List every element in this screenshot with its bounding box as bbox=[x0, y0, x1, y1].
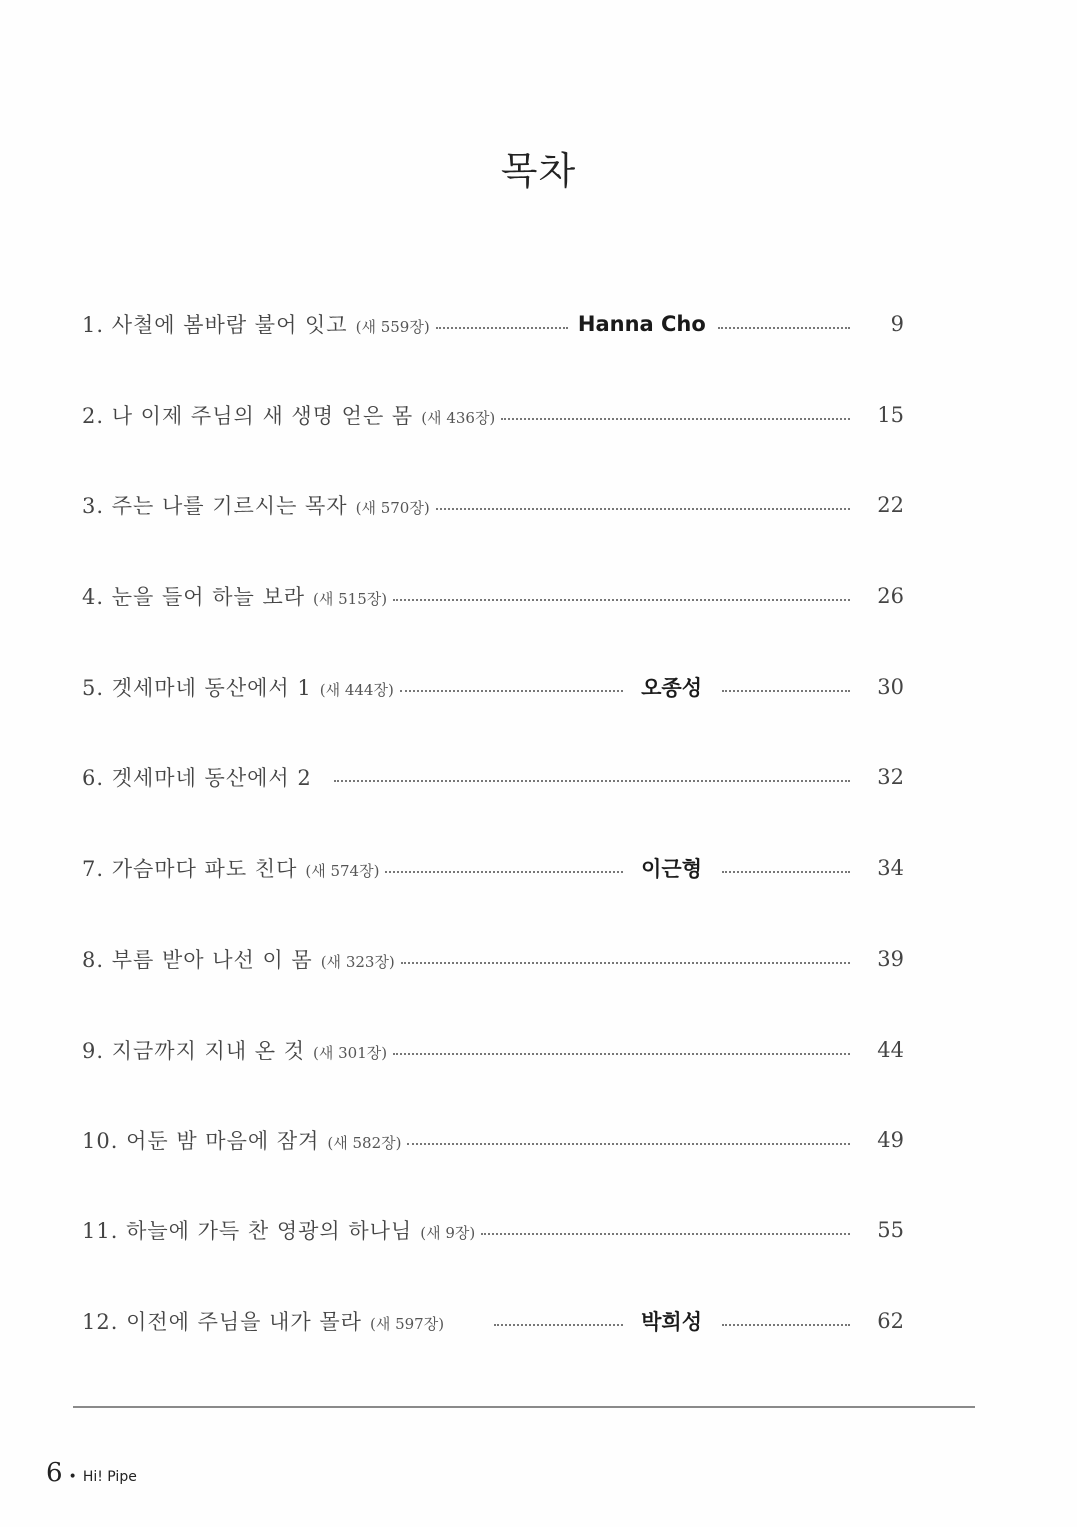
toc-entry[interactable] bbox=[82, 927, 904, 991]
entry-title: 9. 지금까지 지내 온 것 bbox=[82, 1039, 306, 1063]
entry-page: 34 bbox=[877, 856, 904, 880]
entry-page: 44 bbox=[877, 1038, 904, 1062]
toc-entry[interactable] bbox=[82, 383, 904, 447]
entry-author: Hanna Cho bbox=[577, 312, 706, 336]
entry-page: 49 bbox=[877, 1128, 904, 1152]
leader-dots bbox=[400, 690, 623, 692]
toc-entry[interactable] bbox=[82, 745, 904, 809]
entry-author: 오종성 bbox=[641, 676, 702, 700]
entry-page: 9 bbox=[890, 312, 904, 336]
hymn-number: (새 301장) bbox=[313, 1044, 388, 1062]
entry-page: 55 bbox=[877, 1218, 904, 1242]
toc-entry[interactable] bbox=[82, 836, 904, 900]
leader-dots bbox=[401, 962, 850, 964]
leader-dots bbox=[393, 1053, 850, 1055]
entry-page: 15 bbox=[877, 403, 904, 427]
hymn-number: (새 515장) bbox=[313, 590, 388, 608]
entry-title: 11. 하늘에 가득 찬 영광의 하나님 bbox=[82, 1219, 413, 1243]
leader-dots bbox=[494, 1324, 623, 1326]
entry-title: 8. 부름 받아 나선 이 몸 bbox=[82, 948, 313, 972]
entry-page: 39 bbox=[877, 947, 904, 971]
toc-entry[interactable] bbox=[82, 655, 904, 719]
leader-dots bbox=[385, 871, 623, 873]
hymn-number: (새 444장) bbox=[319, 681, 394, 699]
entry-title: 2. 나 이제 주님의 새 생명 얻은 몸 bbox=[82, 404, 414, 428]
entry-title: 5. 겟세마네 동산에서 1 bbox=[82, 676, 312, 700]
hymn-number: (새 323장) bbox=[320, 953, 395, 971]
footer-publication: Hi! Pipe bbox=[82, 1469, 137, 1485]
hymn-number: (새 559장) bbox=[355, 318, 430, 336]
hymn-number: (새 9장) bbox=[420, 1224, 476, 1242]
leader-dots bbox=[436, 508, 850, 510]
entry-page: 62 bbox=[877, 1309, 904, 1333]
leader-dots bbox=[718, 327, 850, 329]
leader-dots bbox=[722, 1324, 850, 1326]
footer-divider bbox=[73, 1406, 975, 1408]
entry-title: 7. 가슴마다 파도 친다 bbox=[82, 857, 298, 881]
toc-entry[interactable] bbox=[82, 564, 904, 628]
leader-dots bbox=[436, 327, 568, 329]
page-footer bbox=[46, 1458, 137, 1488]
toc-entry[interactable] bbox=[82, 1289, 904, 1353]
hymn-number: (새 597장) bbox=[369, 1315, 445, 1333]
entry-page: 32 bbox=[877, 765, 904, 789]
footer-page-number: 6 bbox=[46, 1458, 63, 1488]
page-title: 목차 bbox=[500, 149, 577, 193]
hymn-number: (새 436장) bbox=[421, 409, 496, 427]
entry-title: 1. 사철에 봄바람 불어 잇고 bbox=[82, 313, 348, 337]
entry-title: 4. 눈을 들어 하늘 보라 bbox=[82, 585, 306, 609]
leader-dots bbox=[393, 599, 850, 601]
entry-author: 이근형 bbox=[641, 857, 702, 881]
leader-dots bbox=[481, 1233, 850, 1235]
entry-title: 3. 주는 나를 기르시는 목자 bbox=[82, 494, 348, 518]
leader-dots bbox=[334, 780, 850, 782]
entry-page: 22 bbox=[877, 493, 904, 517]
hymn-number: (새 582장) bbox=[327, 1134, 402, 1152]
toc-entry[interactable] bbox=[82, 1108, 904, 1172]
hymn-number: (새 570장) bbox=[355, 499, 430, 517]
toc-entry[interactable] bbox=[82, 292, 904, 356]
hymn-number: (새 574장) bbox=[305, 862, 380, 880]
entry-title: 12. 이전에 주님을 내가 몰라 bbox=[82, 1310, 362, 1334]
leader-dots bbox=[722, 690, 850, 692]
entry-page: 26 bbox=[877, 584, 904, 608]
entry-page: 30 bbox=[877, 675, 904, 699]
entry-title: 6. 겟세마네 동산에서 2 bbox=[82, 766, 312, 790]
leader-dots bbox=[407, 1143, 850, 1145]
toc-entry[interactable] bbox=[82, 1018, 904, 1082]
toc-entry[interactable] bbox=[82, 1198, 904, 1262]
leader-dots bbox=[722, 871, 850, 873]
leader-dots bbox=[501, 418, 850, 420]
footer-bullet: • bbox=[68, 1469, 77, 1485]
toc-entry[interactable] bbox=[82, 473, 904, 537]
entry-author: 박희성 bbox=[641, 1310, 702, 1334]
entry-title: 10. 어둔 밤 마음에 잠겨 bbox=[82, 1129, 320, 1153]
